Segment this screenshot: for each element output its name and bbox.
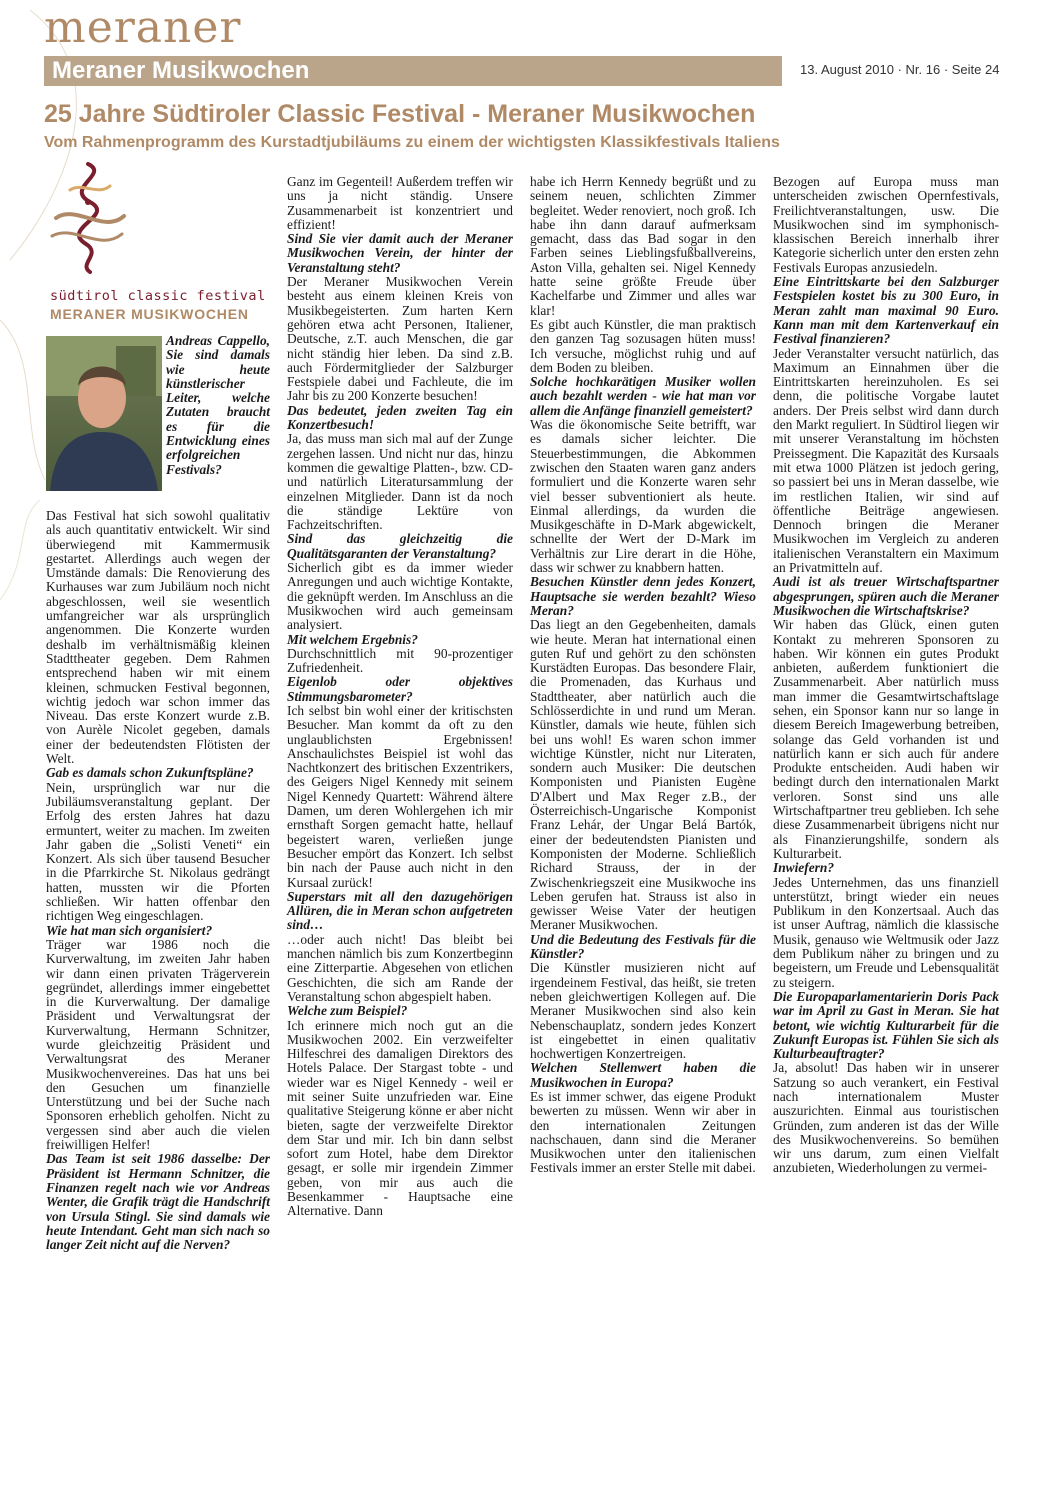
article-subheadline: Vom Rahmenprogramm des Kurstadtjubiläums zu einem der wichtigsten Klassikfestivals Italiens <box>44 134 780 151</box>
article-column-2 <box>287 175 513 1219</box>
article-headline: 25 Jahre Südtiroler Classic Festival - Meraner Musikwochen <box>44 100 756 128</box>
interview-question: Das bedeutet, jeden zweiten Tag ein Konzertbesuch! <box>287 402 513 433</box>
interview-answer: Es ist immer schwer, das eigene Produkt bewerten zu müssen. Wenn wir aber in den internationalen Zeitungen nachschauen, dann sind die Meraner Musikwochen unter den italienischen Festivals immer an erster Stelle mit dabei. <box>530 1089 756 1176</box>
interview-answer: Jedes Unternehmen, das uns finanziell unterstützt, bringt wieder ein neues Publikum in den Konzertsaal. Auch das ist unser Auftrag, nämlich die klassische Musik, genauso wie Weltmusik oder Jazz dem Publikum näher zu bringen und zu begeistern, um Freude und Lebensqualität zu steigern. <box>773 874 999 990</box>
interview-answer: Was die ökonomische Seite betrifft, war es damals sicher leichter. Die Steuerbestimmungen, die Abkommen zwischen den Staaten waren ganz anders formuliert und die Konzerte waren sehr viel besser subventioniert als heute. Einmal allerdings, da wurden die Musikgeschäfte in D-Mark abgewickelt, schnellte der Wert der D-Mark im Verhältnis zur Lire derart in die Höhe, dass wir schwer zu knabbern hatten. <box>530 417 756 576</box>
interview-question: Das Team ist seit 1986 dasselbe: Der Präsident ist Hermann Schnitzer, die Finanzen regelt nach wie vor Andreas Wenter, die Grafik trägt die Handschrift von Ursula Stingl. Sie sind damals wie heute Intendant. Geht man sich nach so langer Zeit nicht auf die Nerven? <box>46 1151 270 1253</box>
interview-question: Inwiefern? <box>773 860 835 876</box>
interview-question: Solche hochkarätigen Musiker wollen auch bezahlt werden - wie hat man vor allem die Anfänge finanziell gemeistert? <box>530 374 756 418</box>
interview-answer: Es gibt auch Künstler, die man praktisch den ganzen Tag sozusagen hüten muss! Ich versuche, möglichst ruhig und auf dem Boden zu bleiben. <box>530 316 756 375</box>
interview-answer: Ja, absolut! Das haben wir in unserer Satzung so auch verankert, ein Festival nach internationalem Muster auszurichten. Einmal aus touristischen Gründen, zum anderen ist das der Wille des Musikwochenvereins. So bemühen wir uns darum, zum einen Vielfalt anzubieten, Wiederholungen zu vermei- <box>773 1060 999 1176</box>
interview-answer: Ja, das muss man sich mal auf der Zunge zergehen lassen. Und nicht nur das, hinzu kommen die gewaltige Platten-, bzw. CD- und natürlich Literatursammlung der einzelnen Mitglieder. Dann ist da noch die ständige Lektüre von Fachzeitschriften. <box>287 431 513 533</box>
interview-answer: habe ich Herrn Kennedy begrüßt und zu seinem neuen, schlichten Zimmer begleitet. Weder renoviert, noch groß. Ich habe ihn dann darauf aufmerksam gemacht, dass das Bad sogar in den Farben seines Lieblingsfußballvereins, Aston Villa, gehalten sei. Nigel Kennedy hatte seine größte Freude über Kachelfarbe und Zimmer und alles war klar! <box>530 174 756 318</box>
interview-question: Eine Eintrittskarte bei den Salzburger Festspielen kostet bis zu 300 Euro, in Meran zahlt man maximal 90 Euro. Kann man mit dem Kartenverkauf ein Festival finanzieren? <box>773 274 999 347</box>
article-column-3 <box>530 175 756 1176</box>
interview-question: Und die Bedeutung des Festivals für die Künstler? <box>530 931 756 962</box>
interview-answer: Ich erinnere mich noch gut an die Musikwochen 2002. Ein verzweifelter Hilfeschrei des damaligen Direktors des Hotels Palace. Der Stargast tobte - und wieder war es Nigel Kennedy - weil er mit seiner Suite unzufrieden war. Eine qualitative Steigerung könne er aber nicht bieten, sagte der verzweifelte Direktor dem Star und mir. Ich bin dann selbst sofort zum Hotel, habe dem Direktor gesagt, er solle mir irgendein Zimmer geben, von mir aus auch die Besenkammer - Hauptsache eine Alternative. Dann <box>287 1017 513 1219</box>
section-banner: Meraner Musikwochen <box>44 56 782 86</box>
article-column-1 <box>46 509 270 1252</box>
interview-answer: Träger war 1986 noch die Kurverwaltung, im zweiten Jahr haben wir dann einen privaten Trägerverein gegründet, allerdings immer eingebettet in die Kurverwaltung. Der damalige Präsident und Verwaltungsrat der Kurverwaltung, Hermann Schnitzer, wurde gleichzeitig Präsident und Verwaltungsrat des Meraner Musikwochenvereines. Das hat uns bei den Gesuchen um finanzielle Unterstützung und bei der Suche nach Sponsoren erheblich geholfen. Nicht zu vergessen sind aber auch die vielen freiwilligen Helfer! <box>46 936 270 1153</box>
festival-logo-icon <box>48 160 128 275</box>
interview-question: Audi ist als treuer Wirtschaftspartner abgesprungen, spüren auch die Meraner Musikwochen die Wirtschaftskrise? <box>773 574 999 618</box>
interview-question: Welche zum Beispiel? <box>287 1003 408 1019</box>
interview-question: Die Europaparlamentarierin Doris Pack war im April zu Gast in Meran. Sie hat betont, wie wichtig Kulturarbeit für die Zukunft Europas ist. Fühlen Sie sich als Kulturbeauftragter? <box>773 988 999 1062</box>
interview-question: Sind das gleichzeitig die Qualitätsgaranten der Veranstaltung? <box>287 531 513 561</box>
interview-answer: Das Festival hat sich sowohl qualitativ als auch quantitativ entwickelt. Wir sind überwiegend mit Kammermusik gestartet. Allerdings auch wegen der Umstände damals: Die Renovierung des Kurhauses war zum Jubiläum noch nicht abgeschlossen, weil sie wesentlich umfangreicher war als ursprünglich angenommen. Die Konzerte wurden deshalb im verhältnismäßig kleinen Stadttheater gegeben. Dem Rahmen entsprechend haben wir mit einem kleinen, schmucken Festival begonnen, wichtig jedoch war schon immer das Niveau. Das erste Konzert wurde z.B. von Aurèle Nicolet gegeben, damals einer der bedeutendsten Flötisten der Welt. <box>46 508 270 767</box>
interview-answer: Jeder Veranstalter versucht natürlich, das Maximum an Einnahmen über die Eintrittskarten hereinzuholen. Es sei denn, die politische Vorgabe lautet anders. Der Preis selbst wird dann durch den Markt reguliert. In Südtirol liegen wir mit unserer Veranstaltung im höchsten Preissegment. Die Kapazität des Kursaals mit etwa 1000 Plätzen ist jedoch gering, so passiert bei uns in Meran dasselbe, wie im restlichen Italien, wir sind auf öffentliche Beiträge angewiesen. Dennoch bringen die Meraner Musikwochen im Vergleich zu anderen italienischen Veranstaltern ein Maximum an Privatmitteln auf. <box>773 345 999 576</box>
logo-text-musikwochen: MERANER MUSIKWOCHEN <box>50 306 249 322</box>
article-column-1-top <box>166 334 270 477</box>
masthead-title: meraner <box>44 2 242 53</box>
interview-answer: Ich selbst bin wohl einer der kritischsten Besucher. Man kommt da oft zu den unglaublichsten Ergebnissen! Anschaulichstes Beispiel ist wohl das Nachtkonzert des britischen Exzentrikers, des Geigers Nigel Kennedy mit seinem Nigel Kennedy Quartett: Während ältere Damen, um deren Wohlergehen ich mir ernsthaft Sorgen gemacht hatte, hellauf begeistert waren, verließen junge Besucher empört das Konzert. Ich selbst bin nach der Pause auch nicht in den Kursaal zurück! <box>287 702 513 890</box>
interview-question: Besuchen Künstler denn jedes Konzert, Hauptsache sie werden bezahlt? Wieso Meran? <box>530 574 756 618</box>
interview-question: Welchen Stellenwert haben die Musikwochen in Europa? <box>530 1060 756 1090</box>
article-column-4 <box>773 175 999 1176</box>
interview-answer: Nein, ursprünglich war nur die Jubiläumsveranstaltung geplant. Der Erfolg des ersten Jahres hat dazu ermuntert, weiter zu machen. Im zweiten Jahr gaben die „Solisti Veneti“ ein Konzert. Als sich über tausend Besucher in die Pfarrkirche St. Nikolaus gedrängt hatten, mussten wir die Pforten schließen. Wir hatten offenbar den richtigen Weg eingeschlagen. <box>46 779 270 924</box>
logo-text-festival: südtirol classic festival <box>50 288 266 304</box>
interview-question: Mit welchem Ergebnis? <box>287 631 418 647</box>
interview-question: Eigenlob oder objektives Stimmungsbarometer? <box>287 674 513 704</box>
interview-answer: Wir haben das Glück, einen guten Kontakt zu mehreren Sponsoren zu haben. Wir können ein gutes Produkt anbieten, außerdem funktioniert die Zusammenarbeit. Aber natürlich muss man immer die Gesamtwirtschaftslage sehen, ein Sponsor kann nur so lange in diesem Bereich Imagewerbung betreiben, solange das Geld vorhanden ist und natürlich kann er sich auch für andere Produkte entscheiden. Audi haben wir bedingt durch den internationalen Markt verloren. Sonst sind uns alle Wirtschaftpartner treu geblieben. Ich sehe diese Zusammenarbeit übrigens nicht nur als Finanzierungshilfe, sondern als Kulturarbeit. <box>773 617 999 861</box>
portrait-photo <box>46 336 162 491</box>
interview-question: Wie hat man sich organisiert? <box>46 922 213 938</box>
interview-answer: Das liegt an den Gegebenheiten, damals wie heute. Meran hat international einen guten Ruf und gehört zu den schönsten Kurstädten Europas. Das besondere Flair, die Promenaden, das Kurhaus und Stadttheater, aber natürlich auch die Schlösserdichte in und rund um Meran. Künstler, damals wie heute, fühlen sich bei uns wohl! Es waren schon immer wichtige Künstler, nicht nur Literaten, sondern auch Musiker: Die deutschen Komponisten und Pianisten Eugène D'Albert und Max Reger z.B., der Österreichisch-Ungarische Komponist Franz Lehár, der Ungar Belá Bartók, einer der bedeutendsten Pianisten und Komponisten der Moderne. Schließlich Richard Strauss, der in der Zwischenkriegszeit eine Musikwoche ins Leben gerufen hat. Strauss ist also in gewisser Weise Vater der heutigen Meraner Musikwochen. <box>530 617 756 933</box>
interview-answer: Sicherlich gibt es da immer wieder Anregungen und auch wichtige Kontakte, die geknüpft werden. Im Anschluss an die Musikwochen wird auch gemeinsam analysiert. <box>287 560 513 633</box>
interview-question: Andreas Cappello, Sie sind damals wie heute künstlerischer Leiter, welche Zutaten braucht es für die Entwicklung eines erfolgreichen Festivals? <box>166 333 270 477</box>
interview-answer: Bezogen auf Europa muss man unterscheiden zwischen Opernfestivals, Freilichtveranstaltungen, usw. Die Musikwochen sind im symphonisch- klassischen Bereich innerhalb ihrer Kategorie sicherlich unter den ersten zehn Festivals Europas anzusiedeln. <box>773 174 999 275</box>
interview-answer: Die Künstler musizieren nicht auf irgendeinem Festival, das heißt, sie treten neben gleichwertigen Kollegen auf. Die Meraner Musikwochen sind also kein Nebenschauplatz, sondern jedes Konzert ist eingebettet in einen qualitativ hochwertigen Konzertreigen. <box>530 960 756 1062</box>
interview-question: Sind Sie vier damit auch der Meraner Musikwochen Verein, der hinter der Veranstaltung steht? <box>287 231 513 275</box>
interview-answer: …oder auch nicht! Das bleibt bei manchen nämlich bis zum Konzertbeginn eine Zitterpartie. Abgesehen von etlichen Geschichten, die sich am Rande der Veranstaltung schon abgespielt haben. <box>287 931 513 1004</box>
interview-question: Superstars mit all den dazugehörigen Allüren, die in Meran schon aufgetreten sind… <box>287 888 513 933</box>
interview-answer: Der Meraner Musikwochen Verein besteht aus einem kleinen Kreis von Musikbegeisterten. Zum harten Kern gehören etwa acht Personen, Italiener, Deutsche, z.T. auch Menschen, die gar nicht ständig hier leben. Da sind z.B. auch Fördermitglieder der Salzburger Festspiele dabei und Fachleute, die im Jahr bis zu 200 Konzerte besuchen! <box>287 274 513 404</box>
issue-info: 13. August 2010 · Nr. 16 · Seite 24 <box>800 62 1000 77</box>
interview-answer: Durchschnittlich mit 90-prozentiger Zufriedenheit. <box>287 645 513 676</box>
interview-question: Gab es damals schon Zukunftspläne? <box>46 765 254 781</box>
interview-answer: Ganz im Gegenteil! Außerdem treffen wir uns ja nicht ständig. Unsere Zusammenarbeit ist konzentriert und effizient! <box>287 174 513 232</box>
